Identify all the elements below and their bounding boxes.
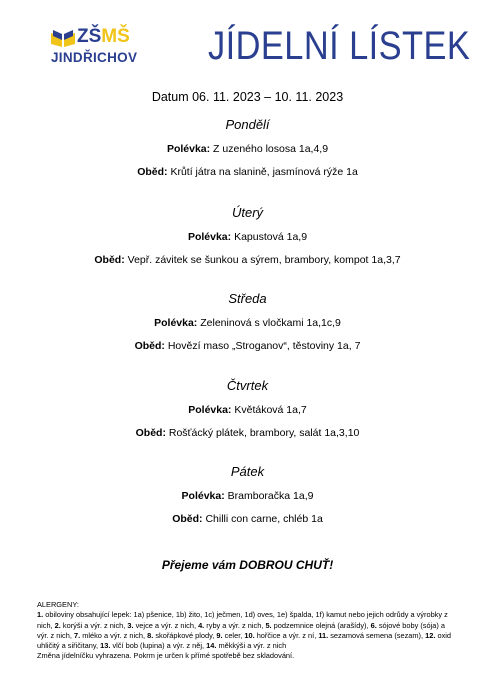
day-name: Pátek: [230, 464, 265, 479]
allergen-num: 1.: [37, 610, 44, 620]
allergen-text: oxid uhličitý a siřičitany,: [37, 630, 452, 651]
logo-text: [77, 26, 130, 48]
logo-zs: ZŠ: [77, 26, 102, 47]
main-label: Oběd:: [137, 166, 168, 178]
allergen-text: vejce a výr. z nich,: [133, 620, 199, 630]
allergen-num: 11.: [318, 630, 329, 640]
main-line: [0, 165, 495, 179]
day-name: Středa: [228, 291, 267, 306]
soup-label: Polévka:: [187, 231, 232, 243]
main-text: Krůtí játra na slanině, jasmínová rýže 1a: [167, 166, 358, 178]
allergen-text: měkkýši a výr. z nich: [216, 641, 287, 651]
day-name: Čtvrtek: [226, 378, 269, 393]
allergen-num: 9.: [216, 630, 223, 640]
allergen-num: 13.: [100, 641, 111, 651]
allergen-text: obiloviny obsahující lepek: 1a) pšenice, 1b) žito, 1c) ječmen, 1d) oves, 1e) špalda, 1f) kamut nebo jejich odrůdy a výrobky z nich,: [37, 610, 448, 630]
allergen-text: sójové boby (sója) a výr. z nich,: [37, 620, 445, 640]
soup-label: Polévka:: [166, 143, 211, 155]
allergen-text: hořčice a výr. z ní,: [254, 630, 319, 640]
soup-line: [0, 230, 495, 244]
allergen-text: skořápkové plody,: [153, 630, 217, 640]
allergen-num: 2.: [54, 620, 61, 630]
main-label: Oběd:: [134, 340, 165, 352]
page-title: JÍDELNÍ LÍSTEK: [208, 24, 471, 68]
soup-line: [0, 142, 495, 156]
allergen-text: mléko a výr. z nich,: [80, 630, 148, 640]
closing-message: Přejeme vám DOBROU CHUŤ!: [161, 558, 334, 572]
soup-text: Zeleninová s vločkami 1a,1c,9: [197, 317, 341, 329]
day-block-tuesday: [0, 205, 495, 267]
allergen-text: vlčí bob (lupina) a výr. z něj,: [110, 641, 207, 651]
main-line: [0, 339, 495, 353]
main-label: Oběd:: [135, 427, 166, 439]
soup-label: Polévka:: [154, 317, 198, 329]
soup-text: Kapustová 1a,9: [231, 231, 308, 243]
soup-line: [0, 316, 495, 330]
allergen-num: 7.: [73, 630, 81, 640]
soup-line: [0, 403, 495, 417]
soup-text: Z uzeného lososa 1a,4,9: [210, 143, 329, 155]
allergen-text: korýši a výr. z nich,: [60, 620, 128, 630]
main-text: Vepř. závitek se šunkou a sýrem, brambory, kompot 1a,3,7: [124, 254, 401, 266]
date-range: Datum 06. 11. 2023 – 10. 11. 2023: [151, 90, 344, 104]
allergen-text: podzemnice olejná (arašídy),: [271, 620, 371, 630]
logo-ms: MŠ: [101, 26, 130, 47]
main-line: [0, 253, 495, 267]
allergens-list: [37, 610, 457, 651]
allergens-section: [37, 600, 457, 662]
soup-label: Polévka:: [188, 404, 232, 416]
soup-text: Bramboračka 1a,9: [224, 490, 314, 502]
allergen-num: 6.: [370, 620, 377, 630]
allergen-num: 12.: [425, 630, 436, 640]
main-text: Rošťácký plátek, brambory, salát 1a,3,10: [165, 427, 360, 439]
allergen-num: 10.: [244, 630, 255, 640]
allergen-num: 8.: [147, 630, 154, 640]
day-name: Úterý: [231, 205, 264, 220]
day-block-thursday: [0, 378, 495, 440]
day-block-wednesday: [0, 291, 495, 353]
allergen-num: 14.: [206, 641, 217, 651]
day-block-friday: [0, 464, 495, 526]
allergen-num: 4.: [198, 620, 205, 630]
day-block-monday: [0, 117, 495, 179]
school-logo: [50, 26, 138, 76]
book-icon: [50, 30, 76, 48]
allergens-note: Změna jídelníčku vyhrazena. Pokrm je určen k přímé spotřebě bez skladování.: [37, 651, 295, 661]
main-line: [0, 512, 495, 526]
day-name: Pondělí: [225, 117, 270, 132]
allergen-text: sezamová semena (sezam),: [328, 630, 426, 640]
main-text: Hovězí maso „Stroganov“, těstoviny 1a, 7: [164, 340, 361, 352]
soup-line: [0, 489, 495, 503]
logo-town: JINDŘICHOV: [51, 50, 138, 65]
main-line: [0, 426, 495, 440]
main-label: Oběd:: [172, 513, 203, 525]
soup-label: Polévka:: [181, 490, 225, 502]
soup-text: Květáková 1a,7: [231, 404, 307, 416]
main-text: Chilli con carne, chléb 1a: [202, 513, 323, 525]
allergen-text: ryby a výr. z nich,: [204, 620, 266, 630]
main-label: Oběd:: [94, 254, 125, 266]
allergen-num: 5.: [265, 620, 272, 630]
allergen-num: 3.: [127, 620, 134, 630]
allergen-text: celer,: [222, 630, 245, 640]
allergens-heading: ALERGENY:: [37, 600, 79, 609]
